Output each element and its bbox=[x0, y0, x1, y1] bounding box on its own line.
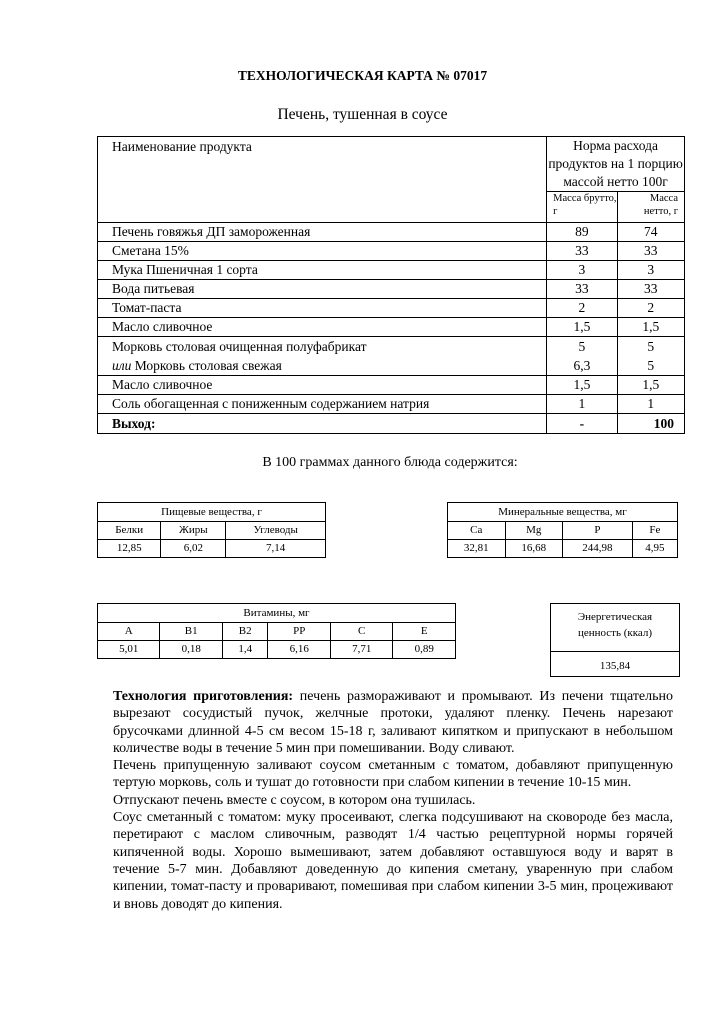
technology-p1: печень размораживают и промывают. Из печени тщательно вырезают сосудистый пучок, желчные протоки, удаляют пленку. Печень нарезают брусочками длинной 4-5 см весом 15-18 г, заливают кипятком и припускают в небольшом количестве воды в течение 5 мин при помешивании. Воду сливают. bbox=[113, 689, 674, 756]
product-name: Соль обогащенная с пониженным содержанием натрия bbox=[98, 395, 547, 414]
total-row bbox=[98, 414, 685, 434]
netto-value: 2 bbox=[617, 299, 684, 318]
mineral-header: P bbox=[563, 522, 633, 540]
minerals-caption: Минеральные вещества, мг bbox=[448, 503, 678, 522]
carrot-brutto-2: 6,3 bbox=[573, 358, 591, 373]
netto-value: 74 bbox=[617, 223, 684, 242]
mineral-header: Ca bbox=[448, 522, 506, 540]
carrot-option-2 bbox=[112, 356, 546, 375]
netto-value: 3 bbox=[617, 261, 684, 280]
document-title: ТЕХНОЛОГИЧЕСКАЯ КАРТА № 07017 bbox=[237, 68, 488, 83]
carrot-netto-1: 5 bbox=[647, 339, 655, 354]
table-row bbox=[98, 280, 685, 299]
energy-caption-line: ценность (ккал) bbox=[577, 627, 653, 639]
table-row bbox=[98, 318, 685, 337]
technology-label: Технология приготовления: bbox=[113, 689, 294, 704]
or-label: или bbox=[112, 358, 132, 373]
vitamin-value: 5,01 bbox=[98, 641, 160, 659]
mineral-header: Fe bbox=[632, 522, 677, 540]
vitamins-caption: Витамины, мг bbox=[98, 604, 456, 623]
norm-header-line: Норма расхода bbox=[573, 138, 659, 153]
netto-header-line: Масса bbox=[649, 193, 678, 204]
contains-heading: В 100 граммах данного блюда содержится: bbox=[262, 455, 518, 470]
brutto-header-line: Масса брутто, bbox=[553, 193, 617, 204]
recipe-table bbox=[97, 136, 685, 434]
vitamin-header: PP bbox=[268, 623, 330, 641]
nutrient-header: Углеводы bbox=[226, 522, 326, 540]
product-name: Мука Пшеничная 1 сорта bbox=[98, 261, 547, 280]
carrot-netto-2: 5 bbox=[647, 358, 655, 373]
carrot-brutto-1: 5 bbox=[578, 339, 586, 354]
vitamin-header: B1 bbox=[160, 623, 222, 641]
netto-header-line: нетто, г bbox=[643, 206, 678, 217]
netto-value bbox=[617, 337, 684, 376]
mineral-value: 32,81 bbox=[448, 540, 506, 558]
vitamin-header: C bbox=[330, 623, 392, 641]
technology-paragraph bbox=[113, 688, 673, 757]
nutrients-table bbox=[97, 502, 326, 558]
netto-value: 33 bbox=[617, 280, 684, 299]
brutto-value: 89 bbox=[547, 223, 617, 242]
brutto-value: 1,5 bbox=[547, 318, 617, 337]
brutto-value: 33 bbox=[547, 242, 617, 261]
netto-value: 1,5 bbox=[617, 318, 684, 337]
product-name: Томат-паста bbox=[98, 299, 547, 318]
table-row bbox=[98, 223, 685, 242]
product-name: Печень говяжья ДП замороженная bbox=[98, 223, 547, 242]
brutto-value: 1 bbox=[547, 395, 617, 414]
energy-caption bbox=[551, 604, 680, 652]
mineral-value: 244,98 bbox=[563, 540, 633, 558]
table-row bbox=[98, 395, 685, 414]
energy-caption-line: Энергетическая bbox=[577, 611, 653, 623]
brutto-value: 33 bbox=[547, 280, 617, 299]
brutto-value: 1,5 bbox=[547, 376, 617, 395]
vitamin-value: 1,4 bbox=[222, 641, 268, 659]
brutto-header-line: г bbox=[553, 206, 558, 217]
nutrients-caption: Пищевые вещества, г bbox=[98, 503, 326, 522]
norm-header bbox=[547, 137, 685, 192]
brutto-value bbox=[547, 337, 617, 376]
nutrient-value: 12,85 bbox=[98, 540, 161, 558]
technology-p2: Печень припущенную заливают соусом сметанным с томатом, добавляют припущенную тертую морковь, соль и тушат до готовности при слабом кипении в течение 10-15 мин. bbox=[113, 758, 673, 791]
total-brutto: - bbox=[547, 414, 617, 434]
vitamin-value: 0,18 bbox=[160, 641, 222, 659]
minerals-table bbox=[447, 502, 678, 558]
table-row bbox=[98, 299, 685, 318]
netto-value: 33 bbox=[617, 242, 684, 261]
product-name-header: Наименование продукта bbox=[98, 137, 547, 223]
nutrient-header: Белки bbox=[98, 522, 161, 540]
mineral-header: Mg bbox=[505, 522, 563, 540]
table-row bbox=[98, 337, 685, 376]
product-name: Масло сливочное bbox=[98, 318, 547, 337]
total-netto: 100 bbox=[617, 414, 684, 434]
table-row bbox=[98, 242, 685, 261]
brutto-value: 2 bbox=[547, 299, 617, 318]
product-name: Вода питьевая bbox=[98, 280, 547, 299]
total-label: Выход: bbox=[98, 414, 547, 434]
product-name: Масло сливочное bbox=[98, 376, 547, 395]
carrot-option-2-text: Морковь столовая свежая bbox=[131, 358, 282, 373]
table-row bbox=[98, 261, 685, 280]
dish-name: Печень, тушенная в соусе bbox=[277, 106, 448, 123]
vitamin-header: A bbox=[98, 623, 160, 641]
mineral-value: 4,95 bbox=[632, 540, 677, 558]
norm-header-line: продуктов на 1 порцию bbox=[548, 156, 683, 171]
netto-value: 1,5 bbox=[617, 376, 684, 395]
product-name bbox=[98, 337, 547, 376]
technology-p3: Отпускают печень вместе с соусом, в котором она тушилась. bbox=[113, 792, 476, 808]
technology-p4: Соус сметанный с томатом: муку просеивают, слегка подсушивают на сковороде без масла, перетирают с маслом сливочным, разводят 1/4 частью рецептурной нормы горячей кипяченной воды. Хорошо вымешивают, затем добавляют оставшуюся воду и варят в течение 5-7 мин. Добавляют доведенную до кипения сметану, уваренную при слабом кипении, томат-пасту и проваривают, помешивая при слабом кипении 3-5 мин, процеживают и вновь доводят до кипения. bbox=[113, 810, 673, 912]
norm-header-line: массой нетто 100г bbox=[563, 174, 668, 189]
netto-value: 1 bbox=[617, 395, 684, 414]
vitamin-value: 7,71 bbox=[330, 641, 392, 659]
brutto-value: 3 bbox=[547, 261, 617, 280]
product-name: Сметана 15% bbox=[98, 242, 547, 261]
nutrient-value: 6,02 bbox=[161, 540, 226, 558]
table-row bbox=[98, 376, 685, 395]
energy-table bbox=[550, 603, 680, 677]
mineral-value: 16,68 bbox=[505, 540, 563, 558]
carrot-option-1: Морковь столовая очищенная полуфабрикат bbox=[112, 339, 367, 354]
vitamin-header: B2 bbox=[222, 623, 268, 641]
technology-text bbox=[113, 688, 673, 913]
netto-header bbox=[617, 192, 684, 223]
vitamin-value: 6,16 bbox=[268, 641, 330, 659]
nutrient-header: Жиры bbox=[161, 522, 226, 540]
energy-value: 135,84 bbox=[551, 652, 680, 677]
vitamin-header: E bbox=[393, 623, 456, 641]
brutto-header bbox=[547, 192, 617, 223]
nutrient-value: 7,14 bbox=[226, 540, 326, 558]
vitamins-table bbox=[97, 603, 456, 659]
vitamin-value: 0,89 bbox=[393, 641, 456, 659]
